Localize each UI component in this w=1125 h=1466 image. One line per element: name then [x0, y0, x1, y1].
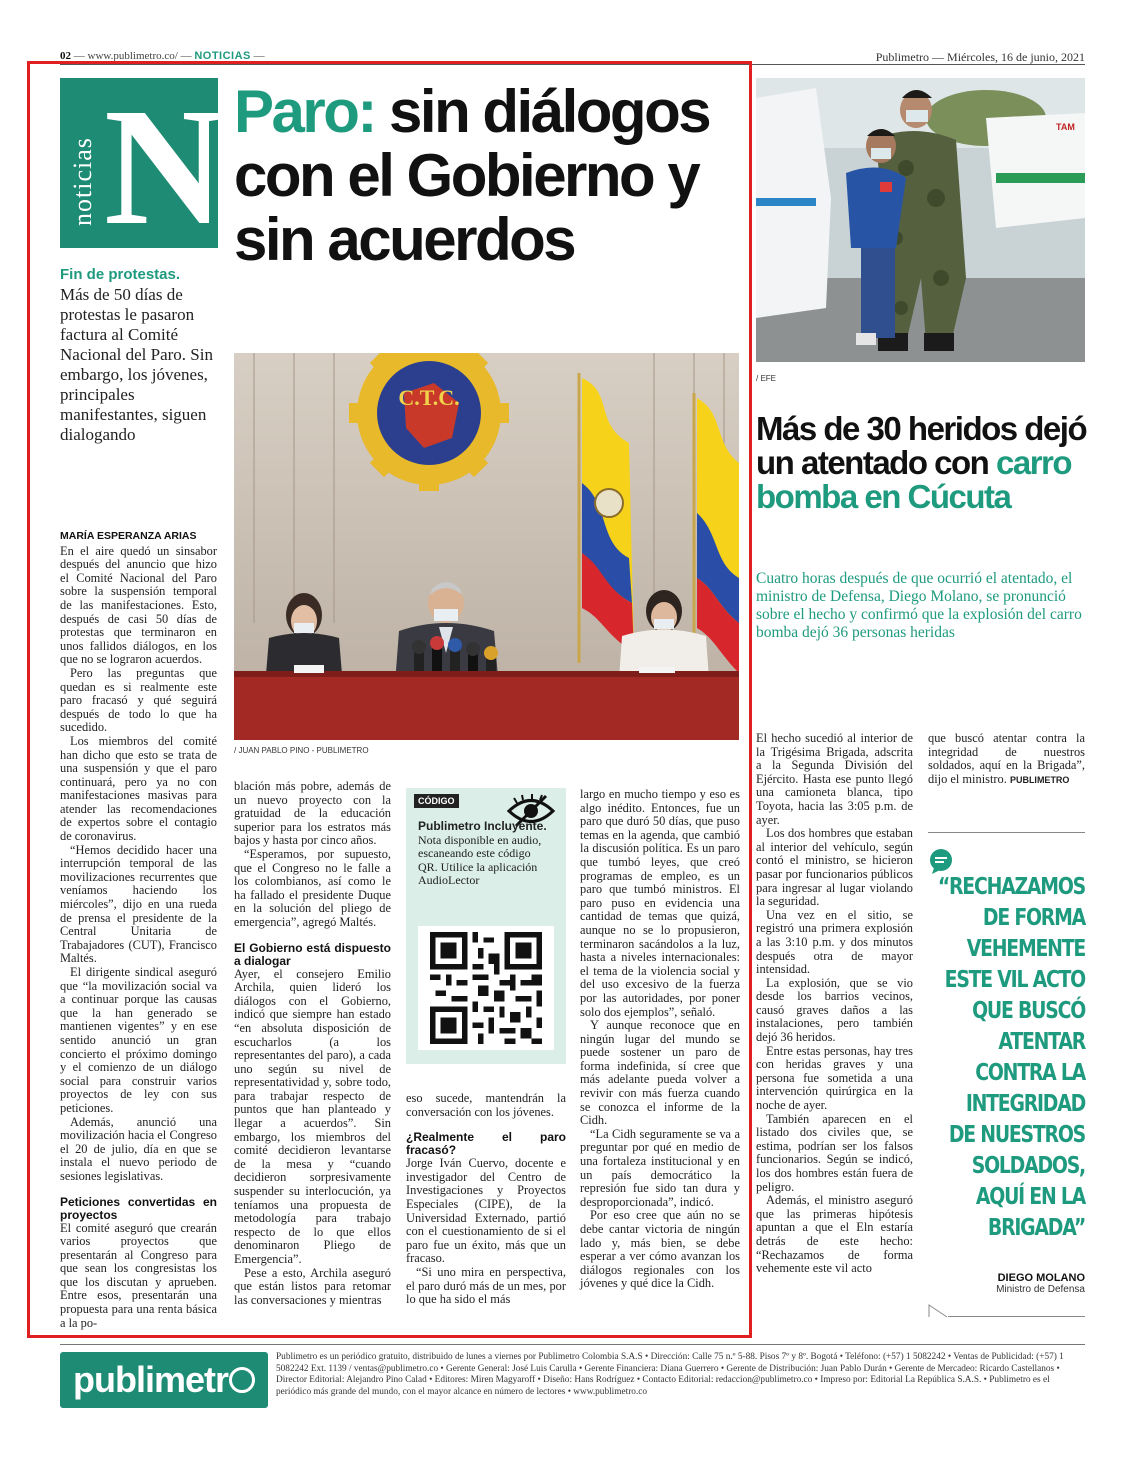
lead-text: Más de 50 días de protestas le pasaron factura al Comité Nacional del Paro. Sin embargo, los jóvenes, principales manifestantes, siguen dialogando [60, 285, 213, 444]
paragraph: En el aire quedó un sinsabor después del anuncio que hizo el Comité Nacional del Paro sobre la suspensión temporal de las manifestaciones. Esto, después de casi 50 días de protestas que terminaron en unos fallidos diálogos, en los que no se lograron acuerdos. [60, 543, 217, 667]
footer-imprint: Publimetro es un periódico gratuito, distribuido de lunes a viernes por Publimetro Colombia S.A.S • Dirección: Calle 75 n.º 5-88. Pisos 7º y 8º. Bogotá • Teléfono: (+57) 1 5082242 • Ventas de Publicidad: (+57) 1 5082242 Ext. 1139 / ventas@publimetro.co • Gerente General: José Luis Carulla • Gerente Financiera: Diana Guerrero • Gerente de Distribución: Juan Pablo Durán • Gerente de Mercadeo: Ricardo Castellanos • Director Editorial: Alejandro Pino Calad • Editores: Miren Magyaroff • Diseño: Hans Rodríguez • Contacto Editorial: redaccion@publimetro.co • Impreso por: Editorial La República S.A.S. • Publimetro es el periódico más grande del mundo, con el mayor alcance en número de lectores • www.publimetro.co [276, 1352, 1064, 1397]
dateline: Publimetro — Miércoles, 16 de junio, 2021 [875, 50, 1085, 64]
article-column-3 [406, 1092, 566, 1307]
story-lead [60, 265, 220, 445]
paragraph: La explosión, que se vio desde los barrios vecinos, causó graves daños a las instalaciones, pero también dejó 36 heridos. [756, 975, 913, 1045]
press-conference-photo [234, 353, 739, 740]
audio-code-box [406, 788, 566, 1064]
logo-globe-icon [229, 1367, 255, 1393]
paragraph: Además, el ministro aseguró que las primeras hipótesis apuntan a que el Eln estaría detrás de este hecho: “Rechazamos de forma vehemente este vil acto [756, 1193, 913, 1276]
paragraph: “Si uno mira en perspectiva, el paro duró más de un mes, por lo que ha sido el más [406, 1264, 566, 1307]
code-title: Publimetro Incluyente. [418, 819, 547, 833]
article-column-5 [756, 732, 913, 1276]
quote-rule [928, 832, 1085, 833]
paragraph: “Esperamos, por supuesto, que el Congreso no le falle a los colombianos, así como le ha fallado el presidente Duque en la solución del pliego de emergencia”, agregó Maltés. [234, 846, 391, 929]
article-column-4 [580, 788, 740, 1291]
footer-rule [60, 1344, 1085, 1345]
code-description [418, 820, 550, 888]
vehicle-sign: TAM [1056, 122, 1075, 132]
paragraph [928, 732, 1085, 787]
subheading: Peticiones convertidas en proyectos [60, 1194, 217, 1222]
page-number: 02 [60, 50, 71, 62]
article-column-1 [60, 530, 217, 1330]
headline-highlight: Paro: [234, 78, 375, 145]
paragraph: blación más pobre, además de un nuevo proyecto con la gratuidad de la educación superior para los estratos más bajos y hasta por cinco años. [234, 779, 391, 848]
paragraph: “La Cidh seguramente se va a preguntar por qué en medio de una fortaleza institucional y en un país democrático la represión fue sido tan dura y desproporcionada”, indicó. [580, 1126, 740, 1209]
paragraph: Por eso cree que aún no se debe cantar victoria de ningún lado y, más bien, se debe esperar a ver cómo avanzan los diálogos regionales con los jóvenes y qué dice la Cidh. [580, 1208, 740, 1291]
subheading: ¿Realmente el paro fracasó? [406, 1130, 566, 1158]
pull-quote [928, 832, 1085, 1320]
paragraph: El dirigente sindical aseguró que “la movilización social va a continuar porque las causas que la han generado se mantienen vigentes” y en ese sentido anunció un gran concierto el próximo domingo y el comienzo de un diálogo social para construir varios proyectos de ley con sus peticiones. [60, 965, 217, 1115]
quote-attribution [996, 1272, 1085, 1295]
article-column-2 [234, 780, 391, 1307]
qr-code[interactable] [418, 926, 554, 1050]
signature: PUBLIMETRO [1009, 774, 1070, 785]
quote-corner-icon [928, 1302, 948, 1318]
paragraph: Los dos hombres que estaban al interior del vehículo, según contó el ministro, se hicieron pasar por funcionarios públicos para ingresar al lugar violando la seguridad. [756, 826, 913, 909]
speech-bubble-icon [928, 848, 954, 874]
headline-highlight: carro bomba en Cúcuta [756, 444, 1072, 515]
paragraph: El hecho sucedió al interior de la Trigésima Brigada, adscrita a la Segunda División del Ejército. Hasta ese punto llegó una camioneta blanca, tipo Toyota, hacia las 3:05 p.m. de ayer. [756, 731, 913, 827]
second-headline [756, 412, 1096, 514]
section-letter: N [104, 74, 226, 260]
paragraph: Pese a esto, Archila aseguró que están listos para retomar las conversaciones y mientras [234, 1265, 391, 1307]
main-headline [234, 80, 749, 272]
emblem-sign: C.T.C. [398, 385, 460, 410]
code-text: Nota disponible en audio, escaneando este código QR. Utilice la aplicación AudioLector [418, 832, 542, 887]
section-word: noticias [68, 137, 97, 226]
running-header-left: 02 — www.publimetro.co/ — NOTICIAS — [60, 50, 265, 62]
byline: MARÍA ESPERANZA ARIAS [60, 530, 197, 542]
paragraph: Ayer, el consejero Emilio Archila, quien lideró los diálogos con el Gobierno, indicó que siempre han estado “en absoluta disposición de escucharlos (a los representantes del paro), a cada uno según su nivel de representatividad y, sobre todo, para trabajar respecto de puntos que han planteado y llegar a acuerdos”. Sin embargo, los miembros del comité decidieron levantarse de la mesa y “cuando decidieron sorpresivamente suspender su interlocución, ya teníamos una propuesta de metodología para trabajo respecto de lo que ellos denominaron Pliego de Emergencia”. [234, 966, 391, 1266]
paragraph: eso sucede, mantendrán la conversación con los jóvenes. [406, 1091, 566, 1119]
subheading: El Gobierno está dispuesto a dialogar [234, 940, 391, 968]
section-box [60, 74, 226, 260]
paragraph-text: que buscó atentar contra la integridad de nuestros soldados, aquí en la Brigada”, dijo el ministro. [928, 731, 1085, 786]
paragraph: Entre estas personas, hay tres con heridas graves y una persona fue sometida a una intervención quirúrgica en la noche de ayer. [756, 1043, 913, 1113]
paragraph: Pero las preguntas que quedan es si realmente este paro fracasó y qué seguirá después de todo lo que ha sucedido. [60, 665, 217, 735]
paragraph: También aparecen en el listado dos civiles que, se estima, podrían ser los falsos funcionarios. Según se indicó, los dos hombres están fuera de peligro. [756, 1111, 913, 1194]
paragraph: Además, anunció una movilización hacia el Congreso el 20 de julio, día en que se instala el nuevo periodo de sesiones legislativas. [60, 1114, 217, 1183]
article-column-6 [928, 732, 1085, 787]
photo-credit: / EFE [756, 374, 777, 383]
code-tag: CÓDIGO [414, 794, 459, 808]
site-url: www.publimetro.co/ [87, 50, 178, 62]
paragraph: Los miembros del comité han dicho que esto se trata de una suspensión y que el paro continuará, pero ya no con manifestaciones masivas para atender las recomendaciones de expertos sobre el contagio de coronavirus. [60, 733, 217, 844]
headline-text: Más de 30 heridos dejó un atentado con [756, 410, 1087, 481]
paragraph: Una vez en el sitio, se registró una primera explosión a las 3:10 p.m. y dos minutos después otra de mayor intensidad. [756, 907, 913, 977]
paragraph: Jorge Iván Cuervo, docente e investigador del Centro de Investigaciones y Proyectos Especiales (CIPE), de la Universidad Externado, partió con el cuestionamiento de si el paro fue un éxito, más que un fracaso. [406, 1156, 566, 1266]
logo-text: publimetr [72, 1359, 228, 1400]
qr-code-icon [426, 932, 546, 1044]
paragraph: “Hemos decidido hacer una interrupción temporal de las movilizaciones recurrentes que veníamos haciendo los miércoles”, dijo en una rueda de prensa el presidente de la Central Unitaria de Trabajadores (CUT), Francisco Maltés. [60, 842, 217, 966]
quote-role: Ministro de Defensa [996, 1284, 1085, 1295]
paragraph: Y aunque reconoce que en ningún lugar del mundo se puede sostener un paro de forma indefinida, sí cree que más adelante pueda volver a revivir con más fuerza cuando se conozca el informe de la Cidh. [580, 1018, 740, 1128]
paragraph: largo en mucho tiempo y eso es algo inédito. Entonces, fue un paro que duró 50 días, que puso temas en la agenda, que cambió la discusión política. Es un paro que tumbó leyes, que creó programas de empleo, es un paro que tumbó ministros. El paro puso en evidencia una cantidad de temas que quizá, aunque no se lo propusieron, terminaron sacándolos a la luz, hasta a niveles internacionales: el tema de la violencia social y del uso excesivo de la fuerza por las autoridades, por poner solo dos ejemplos”, señaló. [580, 787, 740, 1019]
paragraph: El comité aseguró que crearán varios proyectos que presentarán al Congreso para que sean los congresistas los que los discutan y aprueben. Entre esos, presentarán una propuesta para una renta básica a la po- [60, 1220, 217, 1330]
second-lead: Cuatro horas después de que ocurrió el atentado, el ministro de Defensa, Diego Molano, se pronunció sobre el hecho y confirmó que la explosión del carro bomba dejó 36 personas heridas [756, 570, 1082, 641]
soldier-photo [756, 78, 1085, 362]
lead-kicker: Fin de protestas. [60, 266, 181, 283]
publimetro-logo[interactable] [60, 1352, 268, 1408]
headline-text: sin diálogos con el Gobierno y sin acuerdos [234, 78, 710, 273]
section-label: NOTICIAS [194, 50, 251, 62]
photo-credit: / JUAN PABLO PINO - PUBLIMETRO [234, 746, 369, 755]
quote-text: “RECHAZAMOS DE FORMA VEHEMENTE ESTE VIL ACTO QUE BUSCÓ ATENTAR CONTRA LA INTEGRIDAD DE NUESTROS SOLDADOS, AQUÍ EN LA BRIGADA” [937, 874, 1085, 1241]
quote-author: DIEGO MOLANO [997, 1272, 1085, 1284]
quote-rule [948, 1316, 1085, 1317]
